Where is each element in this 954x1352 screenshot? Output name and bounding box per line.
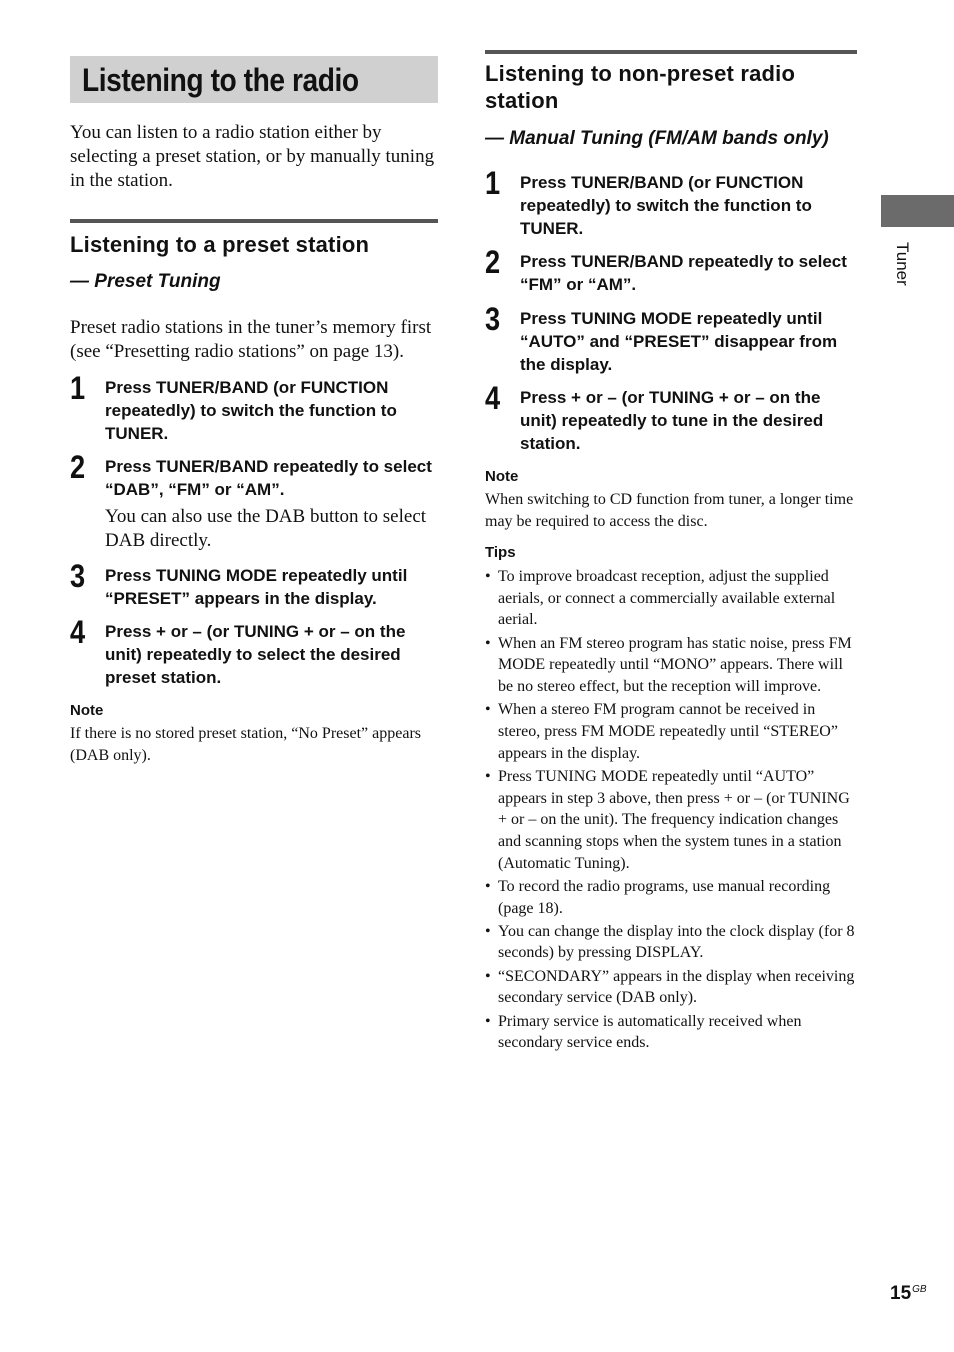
step-number: 3 [485, 301, 501, 337]
tip-item [485, 876, 857, 919]
note-text: If there is no stored preset station, “No Preset” appears (DAB only). [70, 725, 421, 764]
section-divider [70, 219, 438, 223]
step-text: Press + or – (or TUNING + or – on the unit) repeatedly to tune in the desired station. [520, 388, 824, 453]
step-number: 1 [485, 165, 501, 201]
bullet: • [485, 1012, 491, 1030]
preset-step-2 [70, 449, 438, 553]
page-number-suffix: GB [912, 1284, 927, 1295]
step-text: Press TUNER/BAND (or FUNCTION repeatedly) to switch the function to TUNER. [105, 378, 397, 443]
tip-item [485, 766, 857, 875]
page-title-box [70, 56, 438, 103]
section-divider [485, 50, 857, 54]
tip-text: When a stereo FM program cannot be received in stereo, press FM MODE repeatedly until “STEREO” appears in the display. [498, 701, 838, 762]
tip-text: Press TUNING MODE repeatedly until “AUTO” appears in step 3 above, then press + or – (or TUNING + or – on the unit). The frequency indication changes and scanning stops when the system tunes in a station (Automatic Tuning). [498, 767, 850, 872]
bullet: • [485, 967, 491, 985]
step-number: 4 [485, 380, 501, 416]
tip-text: To record the radio programs, use manual recording (page 18). [498, 877, 831, 917]
tip-text: When an FM stereo program has static noise, press FM MODE repeatedly until “MONO” appears. There will be no stereo effect, but the reception will improve. [498, 634, 852, 696]
section-tab-marker [881, 195, 954, 227]
tips-heading: Tips [485, 544, 516, 561]
tips-list [485, 566, 857, 1054]
step-text: Press TUNER/BAND repeatedly to select “DAB”, “FM” or “AM”. [105, 457, 432, 499]
intro-paragraph: You can listen to a radio station either by selecting a preset station, or by manually tuning in the station. [70, 122, 435, 191]
step-number: 3 [70, 558, 86, 594]
bullet: • [485, 877, 491, 895]
manual-step-4 [485, 380, 857, 455]
note-heading: Note [485, 468, 519, 485]
step-number: 2 [485, 244, 501, 280]
manual-step-2 [485, 244, 857, 296]
section-tab-label: Tuner [893, 242, 912, 286]
step-text: Press TUNING MODE repeatedly until “PRESET” appears in the display. [105, 566, 408, 608]
non-preset-section-subtitle: — Manual Tuning (FM/AM bands only) [485, 128, 829, 149]
tip-text: To improve broadcast reception, adjust the supplied aerials, or connect a commercially available external aerial. [498, 568, 836, 629]
tip-item [485, 1011, 857, 1054]
step-text: Press TUNER/BAND (or FUNCTION repeatedly) to switch the function to TUNER. [520, 173, 812, 238]
tip-item [485, 966, 857, 1009]
preset-step-1 [70, 370, 438, 445]
preset-step-4 [70, 614, 438, 689]
tip-text: You can change the display into the clock display (for 8 seconds) by pressing DISPLAY. [498, 922, 855, 962]
page-number-value: 15 [890, 1283, 912, 1304]
tip-item [485, 633, 857, 698]
step-text: Press TUNER/BAND repeatedly to select “FM” or “AM”. [520, 252, 847, 294]
bullet: • [485, 634, 491, 652]
step-text: Press + or – (or TUNING + or – on the unit) repeatedly to select the desired preset station. [105, 622, 406, 687]
non-preset-section-title: Listening to non-preset radio station [485, 61, 796, 113]
preset-section-intro: Preset radio stations in the tuner’s memory first (see “Presetting radio stations” on page 13). [70, 317, 432, 362]
step-text: Press TUNING MODE repeatedly until “AUTO” and “PRESET” disappear from the display. [520, 309, 838, 374]
tip-item [485, 921, 857, 964]
page-title: Listening to the radio [82, 62, 359, 98]
note-heading: Note [70, 702, 104, 719]
step-number: 1 [70, 370, 86, 406]
tip-item [485, 699, 857, 764]
bullet: • [485, 922, 491, 940]
step-note: You can also use the DAB button to select DAB directly. [105, 506, 427, 551]
bullet: • [485, 701, 491, 719]
step-number: 2 [70, 449, 86, 485]
note-text: When switching to CD function from tuner, a longer time may be required to access the disc. [485, 491, 854, 530]
bullet: • [485, 767, 491, 785]
manual-step-3 [485, 301, 857, 376]
preset-section-title: Listening to a preset station [70, 232, 370, 257]
page-number [890, 1283, 927, 1305]
bullet: • [485, 568, 491, 585]
tip-text: “SECONDARY” appears in the display when receiving secondary service (DAB only). [498, 967, 855, 1007]
right-column [485, 50, 857, 1055]
preset-section-subtitle: — Preset Tuning [70, 271, 221, 292]
left-column [70, 56, 438, 767]
preset-step-3 [70, 558, 438, 610]
tip-text: Primary service is automatically received when secondary service ends. [498, 1012, 802, 1052]
step-number: 4 [70, 614, 86, 650]
manual-step-1 [485, 165, 857, 240]
tip-item [485, 566, 857, 631]
